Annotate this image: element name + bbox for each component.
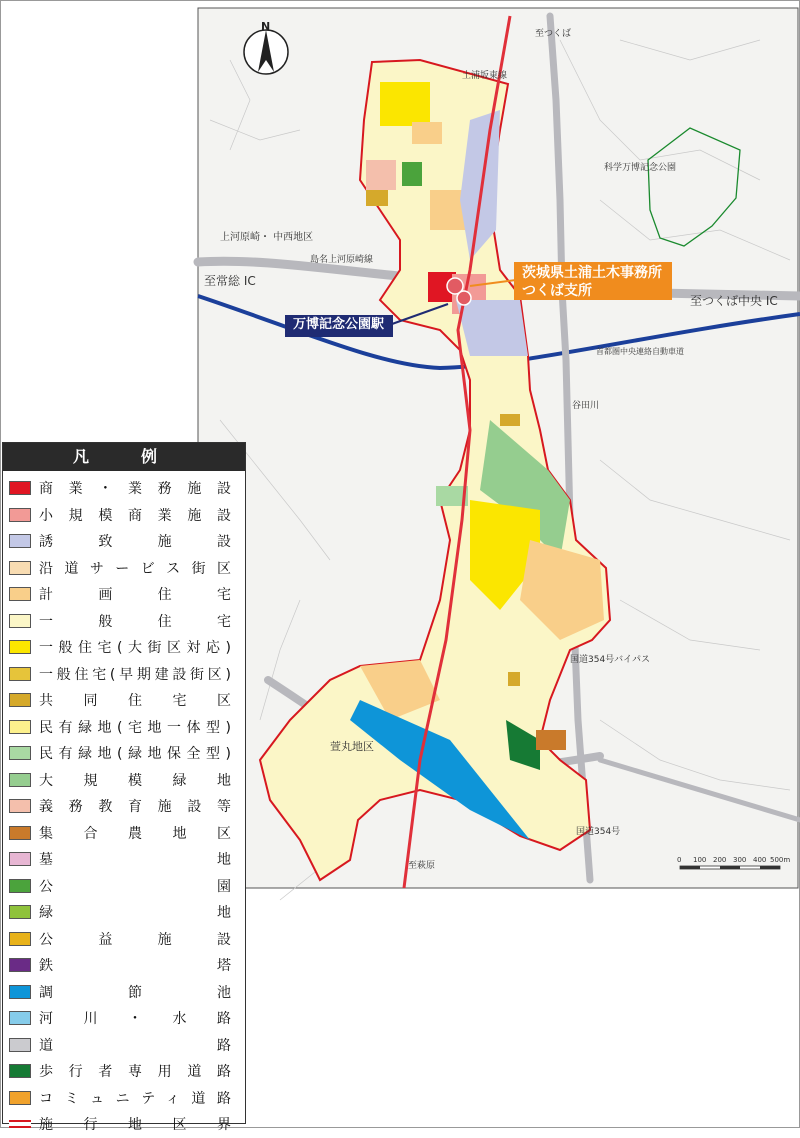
legend-label: コミュニティ道路 xyxy=(39,1090,231,1107)
legend-swatch xyxy=(9,905,31,919)
legend-item xyxy=(9,873,245,900)
legend-item xyxy=(9,661,245,688)
legend-item xyxy=(9,979,245,1006)
legend-swatch xyxy=(9,561,31,575)
legend-swatch xyxy=(9,587,31,601)
legend-swatch xyxy=(9,773,31,787)
legend-swatch xyxy=(9,1064,31,1078)
north-label: N xyxy=(261,20,271,33)
legend-swatch xyxy=(9,508,31,522)
scale-tick-3: 300 xyxy=(733,856,747,864)
legend-item xyxy=(9,475,245,502)
legend-label: 義務教育施設等 xyxy=(39,799,231,816)
legend-item xyxy=(9,1058,245,1085)
legend-item xyxy=(9,555,245,582)
legend-item xyxy=(9,581,245,608)
legend-label: 一般住宅(大街区対応) xyxy=(39,640,231,657)
scale-tick-1: 100 xyxy=(693,856,707,864)
legend-item xyxy=(9,634,245,661)
legend-label: 民有緑地(緑地保全型) xyxy=(39,746,231,763)
legend-item xyxy=(9,899,245,926)
legend-item xyxy=(9,1005,245,1032)
label-to-aki-hara: 至萩原 xyxy=(408,861,436,871)
legend-title: 凡 例 xyxy=(3,443,245,471)
legend-swatch xyxy=(9,1120,31,1128)
label-science-expo-park: 科学万博記念公園 xyxy=(604,163,677,173)
label-to-tsukuba-chuo-ic: 至つくば中央 IC xyxy=(690,294,778,308)
scale-bar xyxy=(677,856,790,869)
legend-item xyxy=(9,926,245,953)
legend-swatch xyxy=(9,614,31,628)
legend-label: 大規模緑地 xyxy=(39,772,231,789)
legend-swatch xyxy=(9,693,31,707)
legend-label: 道路 xyxy=(39,1037,231,1054)
legend-item xyxy=(9,820,245,847)
office-callout xyxy=(514,262,672,300)
legend-label: 墓地 xyxy=(39,852,231,869)
label-to-joso-ic: 至常総 IC xyxy=(204,274,256,288)
legend-item xyxy=(9,714,245,741)
legend-label: 共同住宅区 xyxy=(39,693,231,710)
label-bypass-354: 国道354号バイパス xyxy=(570,655,650,665)
scale-tick-0: 0 xyxy=(677,856,682,864)
legend-swatch xyxy=(9,481,31,495)
station-callout: 万博記念公園駅 xyxy=(285,315,393,337)
legend-swatch xyxy=(9,720,31,734)
legend-label: 施行地区界 xyxy=(39,1117,231,1134)
legend-item xyxy=(9,793,245,820)
legend-label: 商業・業務施設 xyxy=(39,481,231,498)
legend-swatch xyxy=(9,958,31,972)
scale-tick-2: 200 xyxy=(713,856,727,864)
legend-label: 沿道サービス街区 xyxy=(39,560,231,577)
legend-swatch xyxy=(9,534,31,548)
legend-item xyxy=(9,502,245,529)
map-legend xyxy=(2,442,246,1134)
legend-swatch xyxy=(9,932,31,946)
legend-label: 計画住宅 xyxy=(39,587,231,604)
legend-item xyxy=(9,1085,245,1112)
legend-label: 誘致施設 xyxy=(39,534,231,551)
legend-item xyxy=(9,952,245,979)
legend-label: 歩行者専用道路 xyxy=(39,1064,231,1081)
legend-item xyxy=(9,1032,245,1059)
legend-label: 集合農地区 xyxy=(39,825,231,842)
legend-swatch xyxy=(9,826,31,840)
label-tsuchiura-saka: 土浦坂東線 xyxy=(462,71,508,81)
legend-swatch xyxy=(9,879,31,893)
label-yotsumaru: 萱丸地区 xyxy=(330,740,374,753)
legend-swatch xyxy=(9,1091,31,1105)
legend-label: 一般住宅(早期建設街区) xyxy=(39,666,231,683)
label-yatagawa: 谷田川 xyxy=(572,401,600,411)
office-callout-line-1: 茨城県土浦土木事務所 xyxy=(522,265,662,281)
north-arrow-icon xyxy=(238,18,294,78)
legend-list xyxy=(3,471,245,1138)
legend-label: 小規模商業施設 xyxy=(39,507,231,524)
legend-item xyxy=(9,740,245,767)
legend-label: 調節池 xyxy=(39,984,231,1001)
legend-label: 公園 xyxy=(39,878,231,895)
legend-label: 緑地 xyxy=(39,905,231,922)
office-callout-line-2: つくば支所 xyxy=(522,283,592,299)
label-route-354: 国道354号 xyxy=(576,827,621,837)
legend-label: 河川・水路 xyxy=(39,1011,231,1028)
legend-swatch xyxy=(9,746,31,760)
legend-swatch xyxy=(9,1038,31,1052)
legend-swatch xyxy=(9,985,31,999)
legend-label: 民有緑地(宅地一体型) xyxy=(39,719,231,736)
legend-label: 公益施設 xyxy=(39,931,231,948)
office-marker-secondary xyxy=(457,291,471,305)
legend-swatch xyxy=(9,799,31,813)
legend-label: 一般住宅 xyxy=(39,613,231,630)
label-shimana-kamigawara: 島名上河原崎線 xyxy=(310,255,374,265)
legend-swatch xyxy=(9,667,31,681)
legend-item xyxy=(9,1111,245,1138)
legend-swatch xyxy=(9,640,31,654)
label-to-tsukuba: 至つくば xyxy=(535,29,572,39)
legend-item xyxy=(9,846,245,873)
legend-item xyxy=(9,767,245,794)
label-expressway: 首都圏中央連絡自動車道 xyxy=(596,347,684,356)
legend-item xyxy=(9,687,245,714)
scale-tick-5: 500m xyxy=(770,856,791,864)
legend-item xyxy=(9,528,245,555)
legend-swatch xyxy=(9,1011,31,1025)
legend-item xyxy=(9,608,245,635)
legend-label: 鉄塔 xyxy=(39,958,231,975)
label-kamigawara-nishi: 上河原崎・ 中西地区 xyxy=(220,232,314,243)
scale-tick-4: 400 xyxy=(753,856,767,864)
legend-swatch xyxy=(9,852,31,866)
